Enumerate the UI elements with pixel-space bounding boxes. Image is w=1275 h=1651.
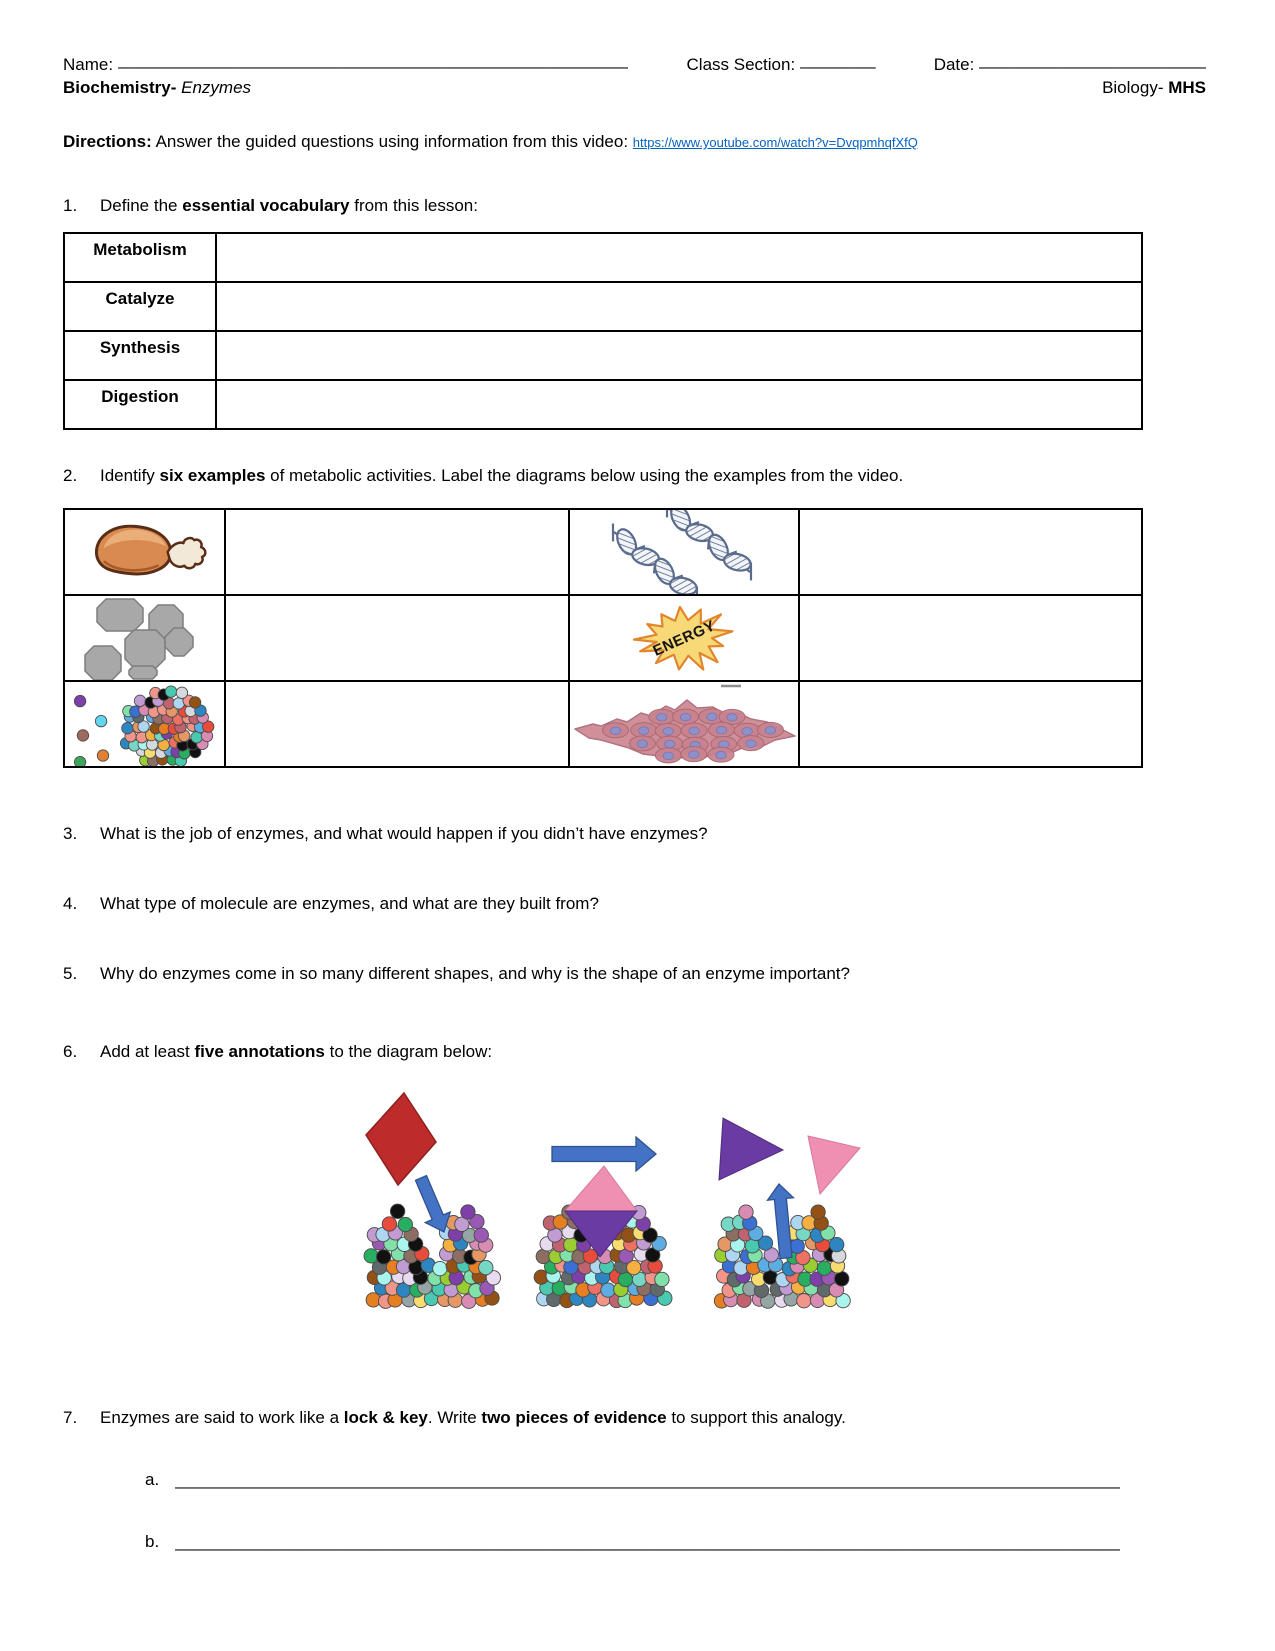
tissue-cells-icon [571,682,797,766]
answer-label-a: a. [145,1470,160,1489]
term-cell-digestion: Digestion [64,380,216,429]
question-text [100,196,1206,216]
q1-pre: Define the [100,196,183,215]
question-number: 6. [63,1042,78,1061]
class-name-bold: MHS [1168,78,1206,97]
table-row [64,509,1142,595]
q2-post: of metabolic activities. Label the diagrams below using the examples from the video. [265,466,904,485]
sugar-cubes-icon [79,596,211,680]
directions-label: Directions: [63,132,152,151]
q7-mid: . Write [427,1408,482,1427]
q2-pre: Identify [100,466,160,485]
course-title-bold: Biochemistry- [63,78,177,97]
answer-line-b [145,1532,1206,1552]
q6-pre: Add at least [100,1042,195,1061]
name-blank[interactable]: ______________________________________________________ [117,50,629,69]
example-label-cell[interactable] [799,509,1142,595]
definition-cell-catalyze[interactable] [216,282,1142,331]
diagram-stage-substrate-approach [364,1093,501,1308]
question-text: What type of molecule are enzymes, and what are they built from? [100,894,599,913]
question-text: Why do enzymes come in so many different shapes, and why is the shape of an enzyme important? [100,964,850,983]
image-cell [569,595,799,681]
example-label-cell[interactable] [225,595,569,681]
question-7 [63,1408,1206,1428]
class-section-blank[interactable]: ________ [799,50,876,69]
table-row [64,233,1142,282]
image-cell [64,509,225,595]
question-text: What is the job of enzymes, and what would happen if you didn’t have enzymes? [100,824,708,843]
examples-table [63,508,1143,768]
released-pink-triangle [808,1136,860,1194]
term-cell-metabolism: Metabolism [64,233,216,282]
class-name [1102,78,1206,98]
class-name-regular: Biology- [1102,78,1164,97]
question-number: 4. [63,894,78,913]
table-row [64,331,1142,380]
question-5 [63,964,1206,984]
definition-cell-metabolism[interactable] [216,233,1142,282]
q6-bold: five annotations [194,1042,325,1061]
q7-pre: Enzymes are said to work like a [100,1408,344,1427]
answer-blank-b[interactable]: ____________________________________________________________________________________________________ [175,1532,1121,1551]
q6-post: to the diagram below: [324,1042,493,1061]
course-line [63,78,1206,98]
name-field-group [63,50,628,75]
definition-cell-synthesis[interactable] [216,331,1142,380]
product-pink-triangle [565,1166,637,1211]
question-text [100,466,1206,486]
question-number: 5. [63,964,78,983]
date-field-group [934,50,1206,75]
diagram-stage-reaction [534,1137,672,1308]
video-link[interactable]: https://www.youtube.com/watch?v=DvqpmhqfXfQ [632,135,918,150]
header-fill-in-line [63,50,1206,75]
q1-bold: essential vocabulary [182,196,350,215]
example-label-cell[interactable] [799,595,1142,681]
question-number: 3. [63,824,78,843]
image-cell [569,509,799,595]
term-cell-catalyze: Catalyze [64,282,216,331]
question-2 [63,466,1206,486]
question-number: 1. [63,196,78,215]
q2-bold: six examples [159,466,266,485]
question-number: 7. [63,1408,78,1427]
released-purple-triangle [719,1118,783,1180]
molecule-cluster-icon [65,682,225,766]
question-number: 2. [63,466,78,485]
image-cell [64,681,225,767]
table-row [64,595,1142,681]
question-1 [63,196,1206,216]
q1-post: from this lesson: [349,196,478,215]
q7-bold-lock-key: lock & key [343,1408,428,1427]
example-label-cell[interactable] [225,681,569,767]
q7-bold-evidence: two pieces of evidence [481,1408,667,1427]
table-row [64,282,1142,331]
course-title [63,78,251,98]
table-row [64,380,1142,429]
dna-double-helix-icon [579,510,789,594]
chicken-drumstick-icon [82,514,208,590]
answer-line-a [145,1470,1206,1490]
class-section-field-group [687,50,876,75]
energy-label: ENERGY [650,617,718,660]
image-cell [569,681,799,767]
enzyme-diagram [338,1080,1206,1310]
q7-post: to support this analogy. [666,1408,846,1427]
term-cell-synthesis: Synthesis [64,331,216,380]
question-6 [63,1042,1206,1062]
date-blank[interactable]: ________________________ [979,50,1206,69]
definition-cell-digestion[interactable] [216,380,1142,429]
arrow-down-icon [416,1176,451,1232]
directions-text: Answer the guided questions using information from this video: [151,132,633,151]
question-3 [63,824,1206,844]
course-title-italic: Enzymes [181,78,252,97]
answer-blank-a[interactable]: ____________________________________________________________________________________________________ [175,1470,1121,1489]
date-label: Date: [933,55,975,74]
energy-burst-icon [609,597,759,679]
name-label: Name: [63,55,114,74]
table-row [64,681,1142,767]
question-text [100,1042,1206,1062]
example-label-cell[interactable] [225,509,569,595]
substrate-diamond [366,1093,436,1185]
image-cell [64,595,225,681]
answer-label-b: b. [145,1532,160,1551]
directions [63,132,1206,152]
vocabulary-table [63,232,1143,430]
example-label-cell[interactable] [799,681,1142,767]
diagram-stage-products-release [714,1118,860,1308]
question-4 [63,894,1206,914]
question-text [100,1408,1206,1428]
class-section-label: Class Section: [686,55,796,74]
